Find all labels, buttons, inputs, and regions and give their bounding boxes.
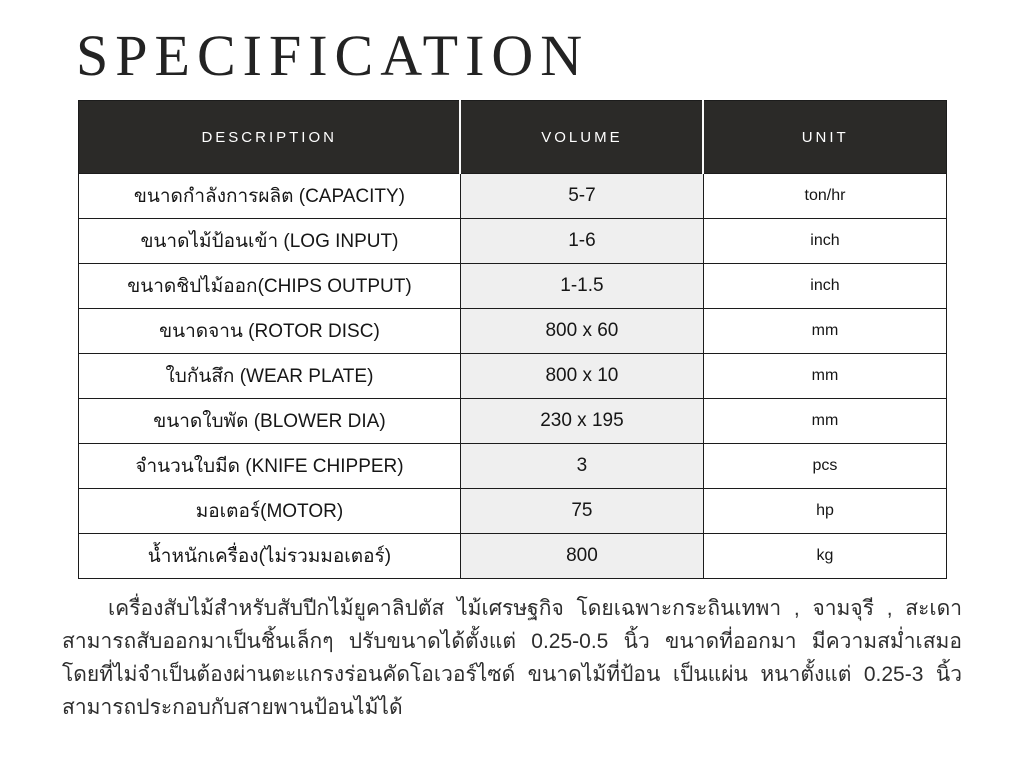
spec-table-body — [79, 174, 947, 579]
cell-description: ใบกันสึก (WEAR PLATE) — [79, 354, 461, 399]
cell-unit: kg — [703, 534, 946, 579]
cell-unit: inch — [703, 219, 946, 264]
header-unit: UNIT — [703, 101, 946, 174]
table-row-wear-plate — [79, 354, 947, 399]
cell-volume: 230 x 195 — [460, 399, 703, 444]
cell-volume: 800 x 60 — [460, 309, 703, 354]
cell-unit: mm — [703, 399, 946, 444]
cell-description: ขนาดจาน (ROTOR DISC) — [79, 309, 461, 354]
table-row-knife-chipper — [79, 444, 947, 489]
cell-description: ขนาดกำลังการผลิต (CAPACITY) — [79, 174, 461, 219]
spec-table — [78, 100, 947, 579]
cell-unit: ton/hr — [703, 174, 946, 219]
table-row-log-input — [79, 219, 947, 264]
cell-unit: hp — [703, 489, 946, 534]
cell-description: จำนวนใบมีด (KNIFE CHIPPER) — [79, 444, 461, 489]
cell-volume: 75 — [460, 489, 703, 534]
cell-volume: 1-1.5 — [460, 264, 703, 309]
page-title: SPECIFICATION — [76, 23, 590, 88]
table-row-rotor-disc — [79, 309, 947, 354]
table-row-blower-dia — [79, 399, 947, 444]
cell-unit: inch — [703, 264, 946, 309]
cell-unit: mm — [703, 309, 946, 354]
cell-description: ขนาดชิปไม้ออก(CHIPS OUTPUT) — [79, 264, 461, 309]
table-row-capacity — [79, 174, 947, 219]
cell-unit: pcs — [703, 444, 946, 489]
cell-volume: 5-7 — [460, 174, 703, 219]
cell-volume: 800 — [460, 534, 703, 579]
cell-description: มอเตอร์(MOTOR) — [79, 489, 461, 534]
header-description: DESCRIPTION — [79, 101, 461, 174]
spec-table-header — [79, 101, 947, 174]
table-row-weight — [79, 534, 947, 579]
cell-description: ขนาดใบพัด (BLOWER DIA) — [79, 399, 461, 444]
cell-description: ขนาดไม้ป้อนเข้า (LOG INPUT) — [79, 219, 461, 264]
table-row-chips-output — [79, 264, 947, 309]
machine-description-paragraph: เครื่องสับไม้สำหรับสับปีกไม้ยูคาลิปตัส ไม้เศรษฐกิจ โดยเฉพาะกระถินเทพา , จามจุรี , สะเดา สามารถสับออกมาเป็นชิ้นเล็กๆ ปรับขนาดได้ตั้งแต่ 0.25-0.5 นิ้ว ขนาดที่ออกมา มีความสม่ำเสมอ โดยที่ไม่จำเป็นต้องผ่านตะแกรงร่อนคัดโอเวอร์ไซด์ ขนาดไม้ที่ป้อน เป็นแผ่น หนาตั้งแต่ 0.25-3 นิ้ว สามารถประกอบกับสายพานป้อนไม้ได้ — [62, 597, 962, 719]
spec-table-container — [78, 100, 947, 579]
header-row — [79, 101, 947, 174]
cell-volume: 800 x 10 — [460, 354, 703, 399]
cell-volume: 3 — [460, 444, 703, 489]
table-row-motor — [79, 489, 947, 534]
cell-unit: mm — [703, 354, 946, 399]
header-volume: VOLUME — [460, 101, 703, 174]
cell-description: น้ำหนักเครื่อง(ไม่รวมมอเตอร์) — [79, 534, 461, 579]
cell-volume: 1-6 — [460, 219, 703, 264]
